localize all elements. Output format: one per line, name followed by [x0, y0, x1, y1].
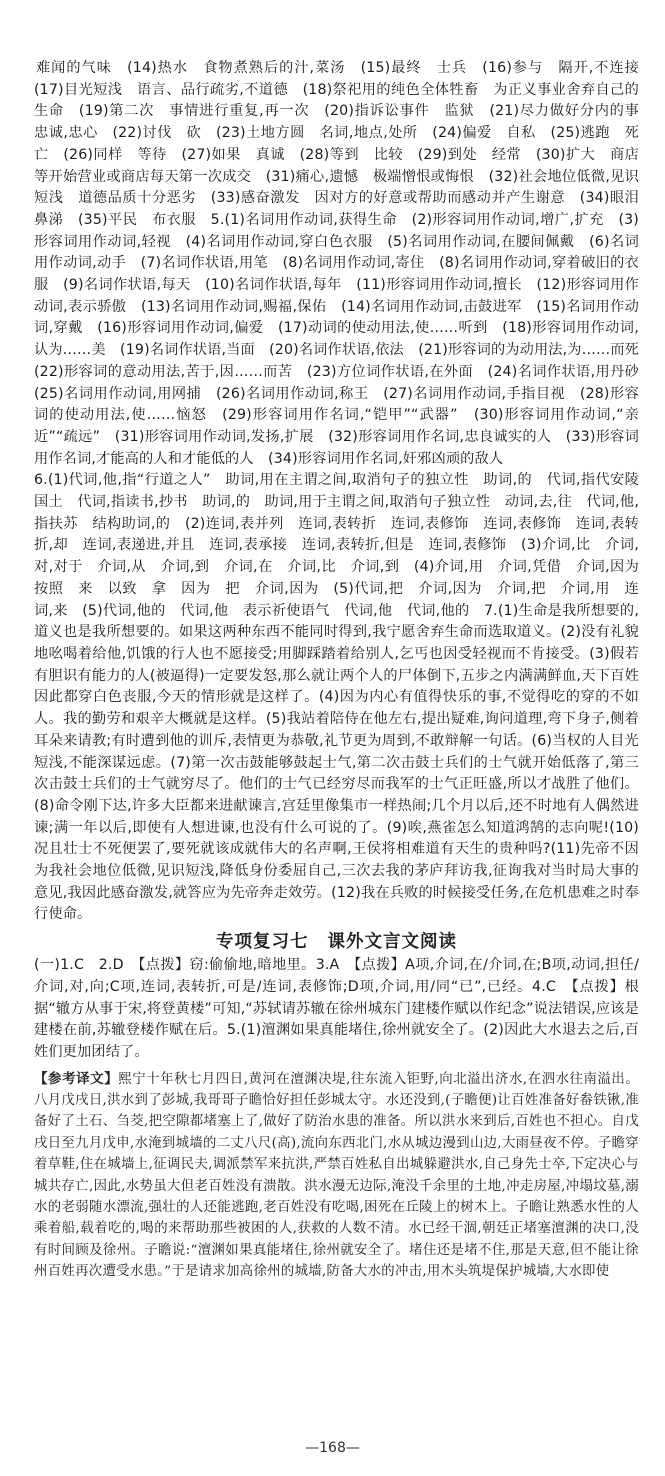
- answer-section-2: [34, 955, 639, 1064]
- reference-translation: [34, 1069, 639, 1283]
- answer-paragraph: 6.(1)代词,他,指“行道之人” 助词,用在主谓之间,取消句子的独立性 助词,的 代词,指代安陵国土 代词,指读书,抄书 助词,的 助词,用于主谓之间,取消句子独立性 动词,去,往 代词,他,指扶苏 结构助词,的 (2)连词,表并列 连词,表转折 连词,表修饰 连词,表修饰 连词,表转折,却 连词,表递进,并且 连词,表承接 连词,表转折,但是 连词,表修饰 (3)介词,比 介词,对,对于 介词,从 介词,到 介词,在 介词,比 介词,到 (4)介词,用 介词,凭借 介词,因为 按照 来 以致 拿 因为 把 介词,因为 (5)代词,把 介词,因为 介词,把 介词,用 连词,来 (5)代词,他的 代词,他 表示祈使语气 代词,他 代词,他的 7.(1)生命是我所想要的,道义也是我所想要的。如果这两种东西不能同时得到,我宁愿舍弃生命而选取道义。(2)没有礼貌地吆喝着给他,饥饿的行人也不愿接受;用脚踩踏着给别人,乞丐也因受轻视而不肯接受。(3)假若有胆识有能力的人(被逼得)一定要发怒,那么就让两个人的尸体倒下,五步之内满满鲜血,天下百姓因此都穿白色丧服,今天的情形就是这样了。(4)因为内心有值得快乐的事,不觉得吃的穿的不如人。我的勤劳和艰辛大概就是这样。(5)我站着陪侍在他左右,提出疑难,询问道理,弯下身子,侧着耳朵来请教;有时遭到他的训斥,表情更为恭敬,礼节更为周到,不敢辩解一句话。(6)当权的人目光短浅,不能深谋远虑。(7)第一次击鼓能够鼓起士气,第二次击鼓士兵们的士气就开始低落了,第三次击鼓士兵们的士气就穷尽了。他们的士气已经穷尽而我军的士气正旺盛,所以才战胜了他们。(8)命令刚下达,许多大臣都来进献谏言,宫廷里像集市一样热闹;几个月以后,还不时地有人偶然进谏;满一年以后,即使有人想进谏,也没有什么可说的了。(9)唉,燕雀怎么知道鸿鹄的志向呢!(10)况且壮士不死便罢了,要死就该成就伟大的名声啊,王侯将相难道有天生的贵种吗?(11)先帝不因为我社会地位低微,见识短浅,降低身份委屈自己,三次去我的茅庐拜访我,征询我对当时局大事的意见,我因此感奋激发,就答应为先帝奔走效劳。(12)我在兵败的时候接受任务,在危机患难之时奉行使命。: [34, 472, 654, 923]
- section-title: 课外文言文阅读: [327, 932, 458, 953]
- page-number: —168—: [305, 1440, 360, 1456]
- answer-section-1: [34, 58, 654, 926]
- section-series: 专项复习七: [215, 932, 309, 953]
- answer-paragraph: 难闻的气味 (14)热水 食物煮熟后的汁,菜汤 (15)最终 士兵 (16)参与 隔开,不连接 (17)目光短浅 语言、品行疏劣,不道德 (18)祭祀用的纯色全体牲畜 为正义事业舍弃自己的生命 (19)第二次 事情进行重复,再一次 (20)指诉讼事件 监狱 (21)尽力做好分内的事 忠诚,忠心 (22)讨伐 砍 (23)土地方圆 名词,地点,处所 (24)偏爱 自私 (25)逃跑 死亡 (26)同样 等待 (27)如果 真诚 (28)等到 比较 (29)到处 经常 (30)扩大 商店等开始营业或商店每天第一次成交 (31)痛心,遗憾 极端憎恨或悔恨 (32)社会地位低微,见识短浅 道德品质十分恶劣 (33)感奋激发 因对方的好意或帮助而感动并产生谢意 (34)眼泪 鼻涕 (35)平民 布衣服 5.(1)名词用作动词,获得生命 (2)形容词用作动词,增广,扩充 (3)形容词用作动词,轻视 (4)名词用作动词,穿白色衣服 (5)名词用作动词,在腰间佩戴 (6)名词用作动词,动手 (7)名词作状语,用笔 (8)名词用作动词,寄住 (8)名词用作动词,穿着破旧的衣服 (9)名词作状语,每天 (10)名词作状语,每年 (11)形容词用作动词,擅长 (12)形容词用作动词,表示骄傲 (13)名词用作动词,赐福,保佑 (14)名词用作动词,击鼓进军 (15)名词用作动词,穿戴 (16)形容词用作动词,偏爱 (17)动词的使动用法,使……听到 (18)形容词用作动词,认为……美 (19)名词作状语,当面 (20)名词作状语,依法 (21)形容词的为动用法,为……而死 (22)形容词的意动用法,苦于,因……而苦 (23)方位词作状语,在外面 (24)名词作状语,用丹砂 (25)名词用作动词,用网捕 (26)名词用作动词,称王 (27)名词用作动词,手指目视 (28)形容词的使动用法,使……恼怒 (29)形容词用作名词,“铠甲”“武器” (30)形容词用作动词,“亲近”“疏远” (31)形容词用作动词,发扬,扩展 (32)形容词用作名词,忠良诚实的人 (33)形容词用作名词,才能高的人和才能低的人 (34)形容词用作名词,奸邪凶顽的敌人: [34, 60, 654, 467]
- reference-tag: 【参考译文】: [34, 1070, 119, 1087]
- answer-paragraph: (一)1.C 2.D 【点拨】窃:偷偷地,暗地里。3.A 【点拨】A项,介词,在/介词,在;B项,动词,担任/介词,对,向;C项,连词,表转折,可是/连词,表修饰;D项,介词,用/同“已”,已经。4.C 【点拨】根据“辙方从事于宋,将登黄楼”可知,“苏轼请苏辙在徐州城东门建楼作赋以作纪念”说法错误,应该是建楼在前,苏辙登楼作赋在后。5.(1)澶渊如果真能堵住,徐州就安全了。(2)因此大水退去之后,百姓们更加团结了。: [34, 957, 639, 1060]
- section-heading: [34, 929, 639, 955]
- reference-text: 熙宁十年秋七月四日,黄河在澶渊决堤,往东流入钜野,向北溢出济水,在泗水往南溢出。八月戊戌日,洪水到了彭城,我哥哥子瞻恰好担任彭城太守。水还没到,(子瞻便)让百姓准备好畚铁锹,准备好了土石、刍茭,把空隙都堵塞上了,做好了防治水患的准备。所以洪水来到后,百姓也不担心。自戊戌日至九月戊申,水淹到城墙的二丈八尺(高),流向东西北门,水从城边漫到山边,大雨昼夜不停。子瞻穿着草鞋,住在城墙上,征调民夫,调派禁军来抗洪,严禁百姓私自出城躲避洪水,自己身先士卒,下定决心与城共存亡,因此,水势虽大但老百姓没有溃散。洪水漫无边际,淹没千余里的土地,冲走房屋,冲塌坟墓,溺水的老弱随水漂流,强壮的人还能逃跑,老百姓没有吃喝,困死在丘陵上的树木上。子瞻让熟悉水性的人乘着船,载着吃的,喝的来帮助那些被困的人,获救的人数不清。水已经干涸,朝廷正堵塞澶渊的决口,没有时间顾及徐州。子瞻说:“澶渊如果真能堵住,徐州就安全了。堵住还是堵不住,那是天意,但不能让徐州百姓再次遭受水患。”于是请求加高徐州的城墙,防备大水的冲击,用木头筑堤保护城墙,大水即使: [34, 1071, 639, 1280]
